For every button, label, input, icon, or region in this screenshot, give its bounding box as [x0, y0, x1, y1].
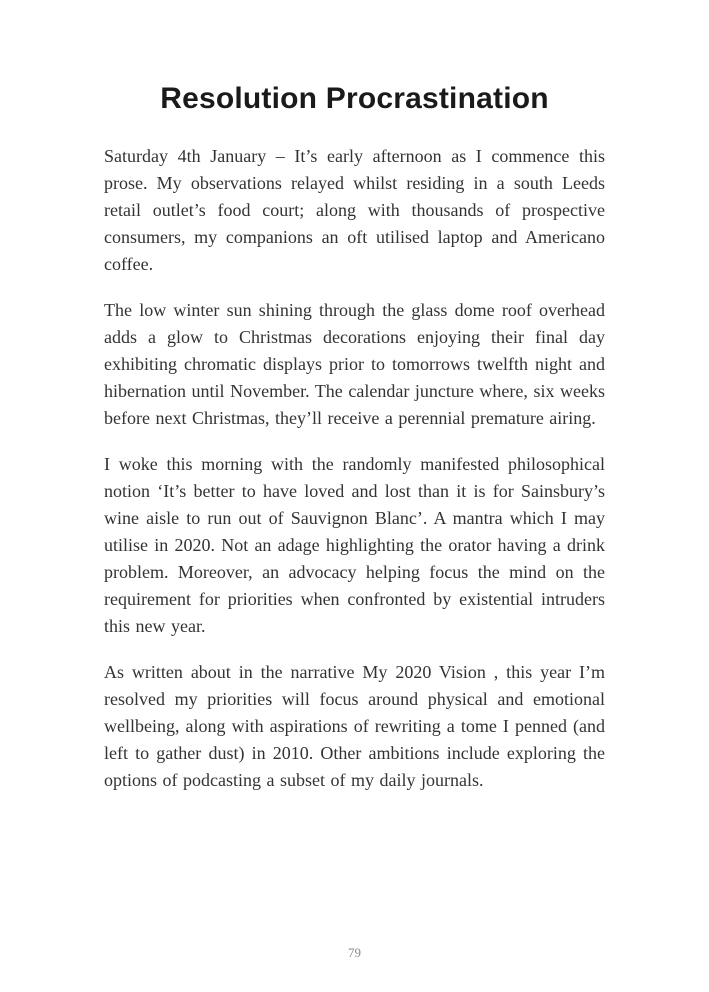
paragraph-3: I woke this morning with the randomly manifested philosophical notion ‘It’s better to have loved and lost than it is for Sainsbury’s wine aisle to run out of Sauvignon Blanc’. A mantra which I may utilise in 2020. Not an adage highlighting the orator having a drink problem. Moreover, an advocacy helping focus the mind on the requirement for priorities when confronted by existential intruders this new year.	[104, 454, 605, 636]
paragraph-1: Saturday 4th January – It’s early afternoon as I commence this prose. My observations relayed whilst residing in a south Leeds retail outlet’s food court; along with thousands of prospective consumers, my companions an oft utilised laptop and Americano coffee.	[104, 146, 605, 274]
paragraph-4: As written about in the narrative My 2020 Vision , this year I’m resolved my priorities will focus around physical and emotional wellbeing, along with aspirations of rewriting a tome I penned (and left to gather dust) in 2010. Other ambitions include exploring the options of podcasting a subset of my daily journals.	[104, 662, 605, 790]
page-footer	[0, 944, 709, 962]
page-title: Resolution Procrastination	[160, 82, 549, 115]
paragraph-2: The low winter sun shining through the glass dome roof overhead adds a glow to Christmas decorations enjoying their final day exhibiting chromatic displays prior to tomorrows twelfth night and hibernation until November. The calendar juncture where, six weeks before next Christmas, they’ll receive a perennial premature airing.	[104, 300, 605, 428]
page-number: 79	[348, 945, 361, 960]
